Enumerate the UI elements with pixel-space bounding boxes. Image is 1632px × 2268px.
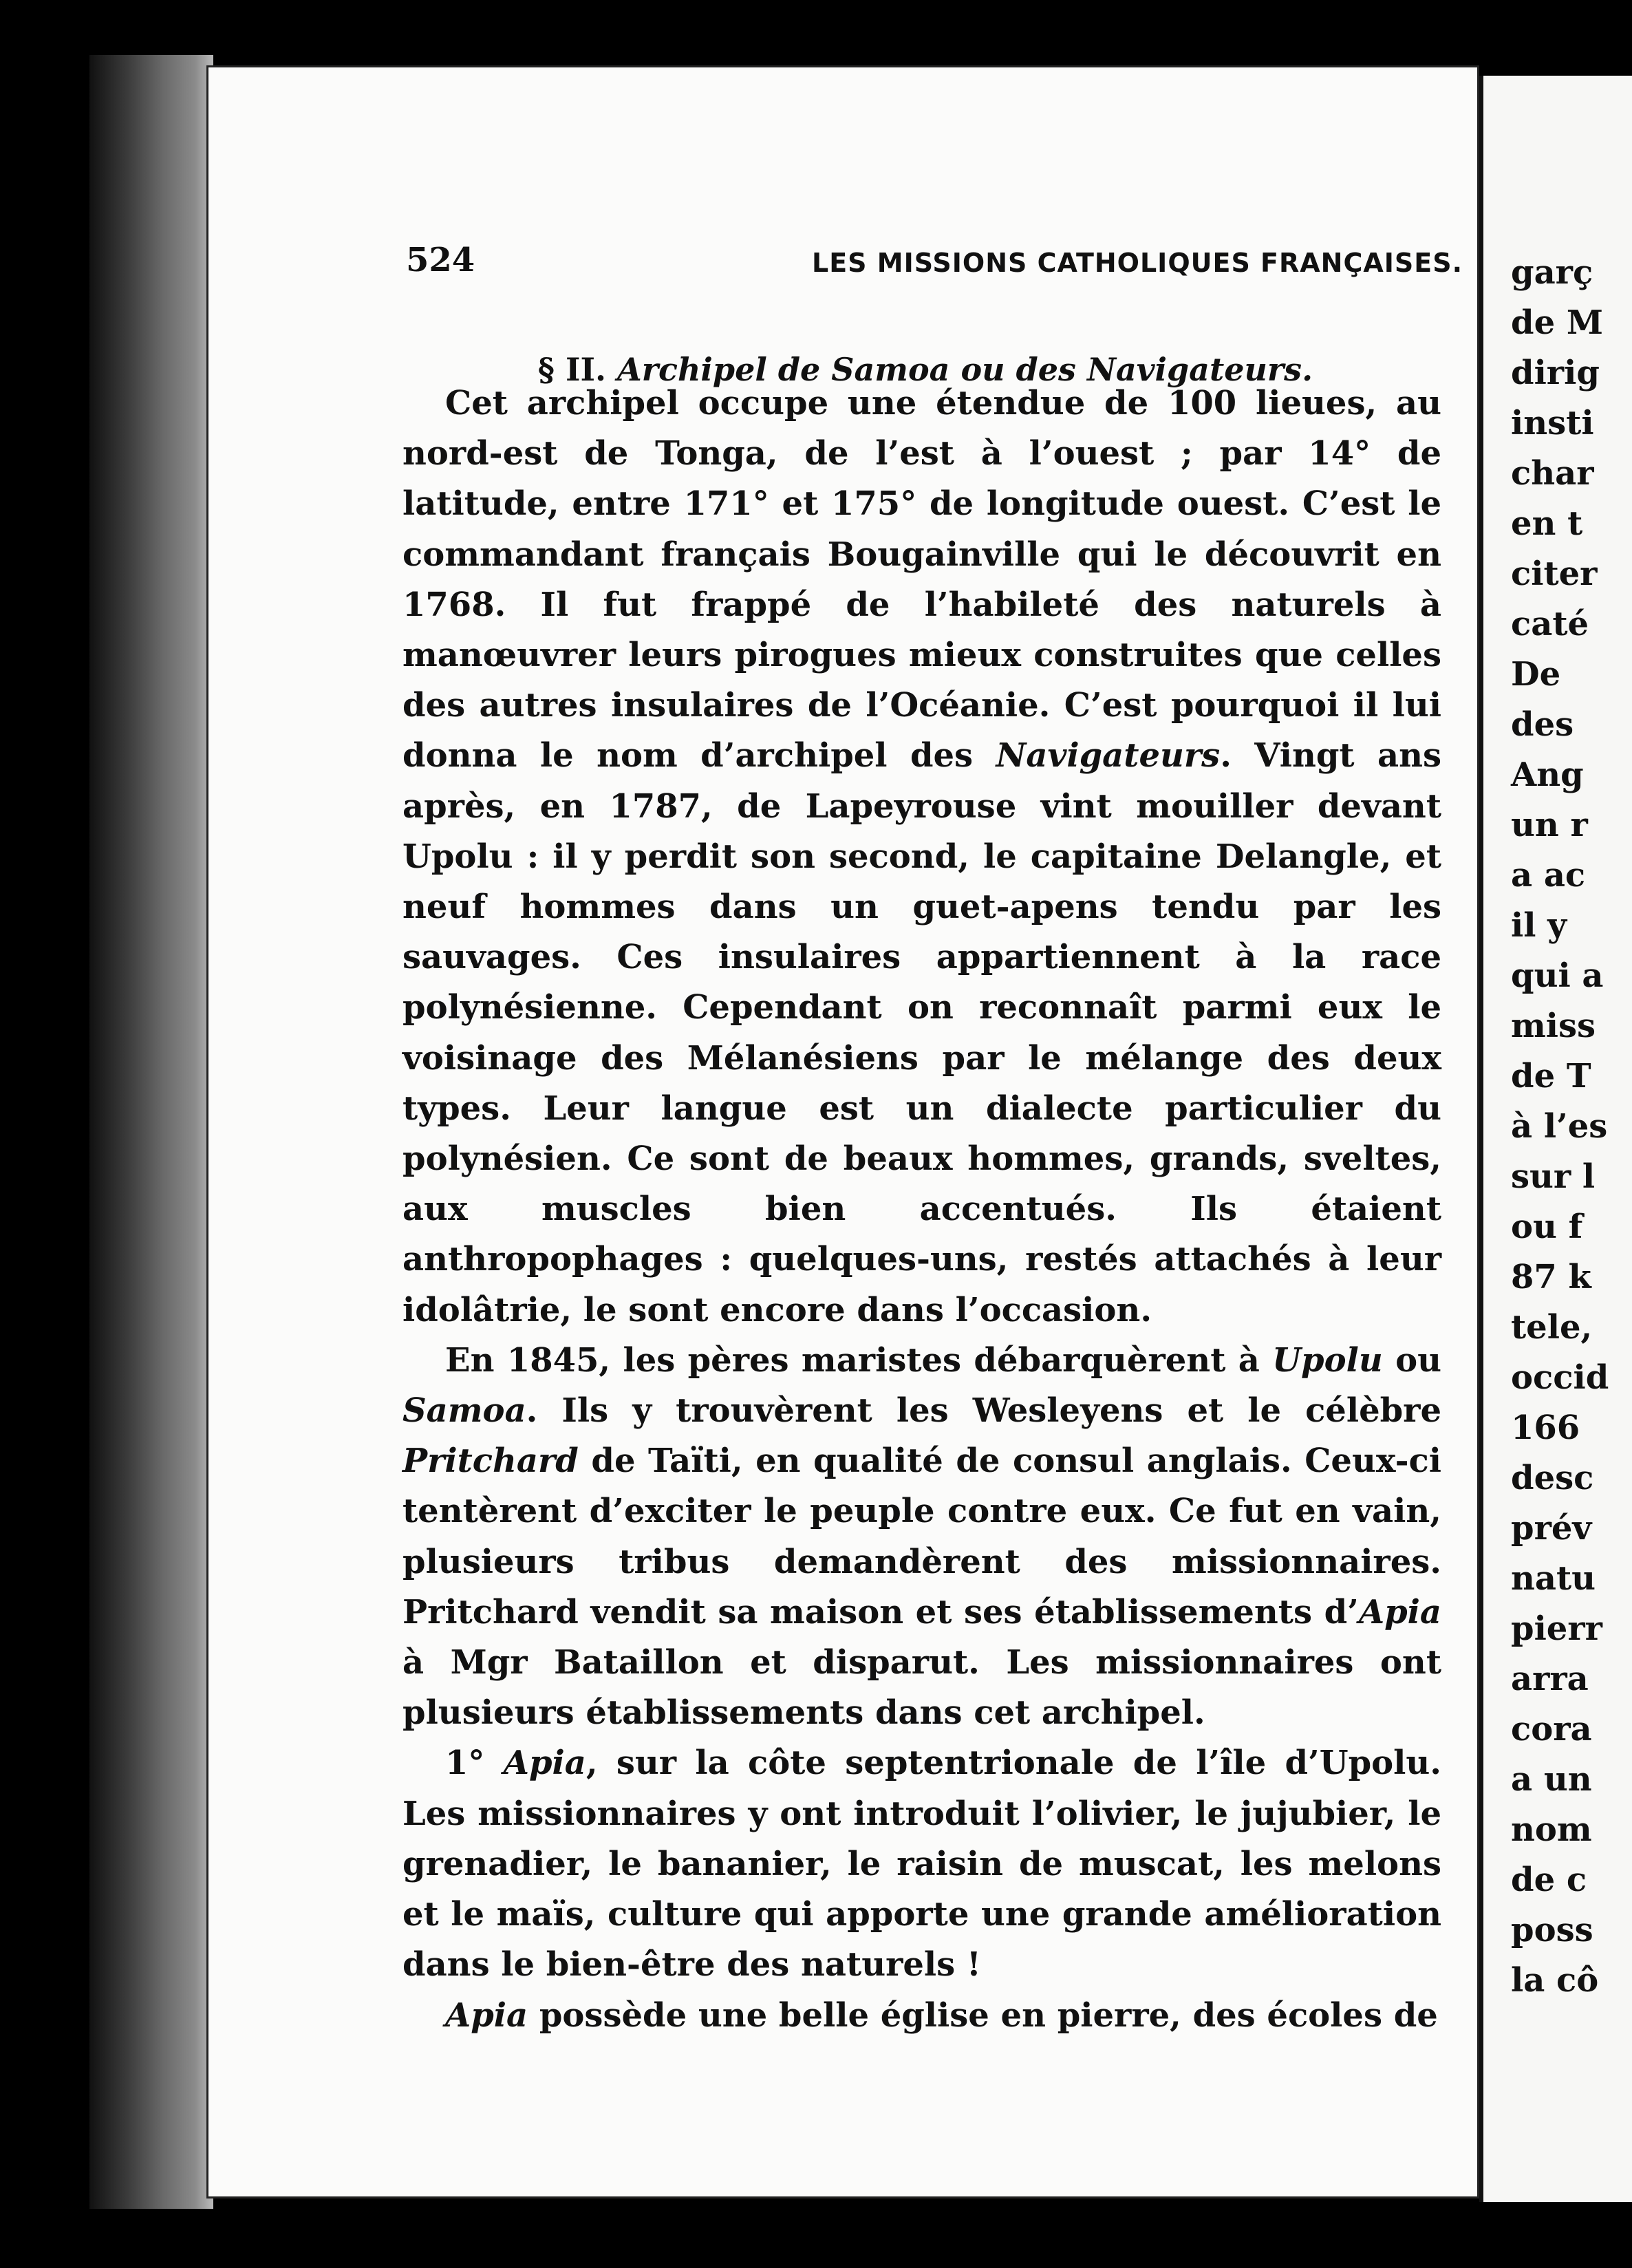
facing-page-line: cora <box>1511 1710 1592 1748</box>
facing-page-line: de c <box>1511 1861 1587 1899</box>
italic-term: Apia <box>1358 1592 1441 1632</box>
paragraph <box>402 1991 1441 2041</box>
facing-page-line: desc <box>1511 1459 1594 1497</box>
paragraph <box>402 1738 1441 1990</box>
facing-page-line: 87 k <box>1511 1258 1591 1296</box>
text-run: . Ils y trouvèrent les Wesleyens et le célèbre <box>526 1391 1441 1431</box>
section-prefix: § II. <box>537 351 607 388</box>
facing-page-line: a ac <box>1511 856 1586 895</box>
facing-page-line: insti <box>1511 404 1594 442</box>
italic-term: Navigateurs <box>996 736 1221 775</box>
facing-page-line: nom <box>1511 1810 1592 1849</box>
text-run: En 1845, les pères maristes débarquèrent à <box>445 1340 1273 1380</box>
paragraph <box>402 378 1441 1336</box>
text-run: , sur la côte septentrionale de l’île d’Upolu. Les missionnaires y ont introduit l’olivier, le jujubier, le grenadier, le bananier, le raisin de muscat, les melons et le maïs, culture qui apporte une grande amélioration dans le bien-être des naturels ! <box>402 1744 1442 1984</box>
text-run: à Mgr Bataillon et disparut. Les missionnaires ont plusieurs établissements dans cet archipel. <box>402 1643 1441 1733</box>
facing-page-line: garç <box>1511 253 1593 292</box>
facing-page-line: De <box>1511 655 1561 694</box>
facing-page-line: ou f <box>1511 1208 1583 1246</box>
facing-page-line: de T <box>1511 1057 1591 1095</box>
section-title: Archipel de Samoa ou des Navigateurs. <box>617 351 1313 388</box>
facing-page-line: des <box>1511 705 1574 744</box>
text-run: ou <box>1382 1340 1442 1380</box>
italic-term: Pritchard <box>402 1442 579 1481</box>
facing-page-line: la cô <box>1511 1961 1599 2000</box>
running-title: LES MISSIONS CATHOLIQUES FRANÇAISES. <box>812 248 1463 278</box>
facing-page-line: miss <box>1511 1007 1596 1045</box>
facing-page-line: prév <box>1511 1509 1592 1548</box>
text-run: . Vingt ans après, en 1787, de Lapeyrouse vint mouiller devant Upolu : il y perdit son second, le capitaine Delangle, et neuf hommes dans un guet-apens tendu par les sauvages. Ces insulaires appartiennent à la race polynésienne. Cependant on reconnaît parmi eux le voisinage des Mélanésiens par le mélange des deux types. Leur langue est un dialecte particulier du polynésien. Ce sont de beaux hommes, grands, sveltes, aux muscles bien accentués. Ils étaient anthropophages : quelques-uns, restés attachés à leur idolâtrie, le sont encore dans l’occasion. <box>402 736 1442 1329</box>
text-run: Cet archipel occupe une étendue de 100 lieues, au nord-est de Tonga, de l’est à l’ouest ; par 14° de latitude, entre 171° et 175° de longitude ouest. C’est le commandant français Bougainville qui le découvrit en 1768. Il fut frappé de l’habileté des naturels à manœuvrer leurs pirogues mieux construites que celles des autres insulaires de l’Océanie. C’est pourquoi il lui donna le nom d’archipel des <box>402 384 1441 775</box>
italic-term: Samoa <box>402 1391 526 1431</box>
facing-page-line: tele, <box>1511 1308 1593 1347</box>
italic-term: Upolu <box>1272 1340 1383 1380</box>
facing-page-line: arra <box>1511 1660 1589 1698</box>
text-run: possède une belle église en pierre, des écoles de <box>528 1996 1438 2035</box>
facing-page-line: 166 <box>1511 1409 1580 1447</box>
facing-page-line: Ang <box>1511 756 1584 794</box>
facing-page-line: qui a <box>1511 956 1604 995</box>
facing-page-line: sur l <box>1511 1157 1596 1196</box>
facing-page-line: char <box>1511 454 1594 493</box>
facing-page-line: en t <box>1511 504 1583 543</box>
facing-page-line: natu <box>1511 1559 1596 1598</box>
facing-page-line: pierr <box>1511 1609 1602 1648</box>
body-text <box>402 378 1441 2041</box>
facing-page-line: de M <box>1511 303 1603 342</box>
facing-page-text <box>1511 248 1632 2006</box>
italic-term: Apia <box>445 1996 528 2035</box>
facing-page-line: a un <box>1511 1760 1592 1799</box>
facing-page-line: dirig <box>1511 354 1600 392</box>
text-run: de Taïti, en qualité de consul anglais. Ceux-ci tentèrent d’exciter le peuple contre eux. Ce fut en vain, plusieurs tribus demandèrent des missionnaires. Pritchard vendit sa maison et ses établissements d’ <box>402 1442 1441 1632</box>
facing-page-line: citer <box>1511 555 1598 593</box>
facing-page-line: un r <box>1511 806 1588 844</box>
paragraph <box>402 1336 1441 1739</box>
running-head <box>206 241 1479 289</box>
text-run: 1° <box>445 1744 504 1783</box>
italic-term: Apia <box>503 1744 586 1783</box>
book-spine-shadow <box>89 55 213 2209</box>
page-number: 524 <box>406 241 475 279</box>
facing-page-line: à l’es <box>1511 1107 1608 1146</box>
facing-page-line: il y <box>1511 906 1567 945</box>
facing-page-line: occid <box>1511 1358 1609 1397</box>
facing-page-line: poss <box>1511 1911 1593 1949</box>
facing-page-line: caté <box>1511 605 1589 643</box>
